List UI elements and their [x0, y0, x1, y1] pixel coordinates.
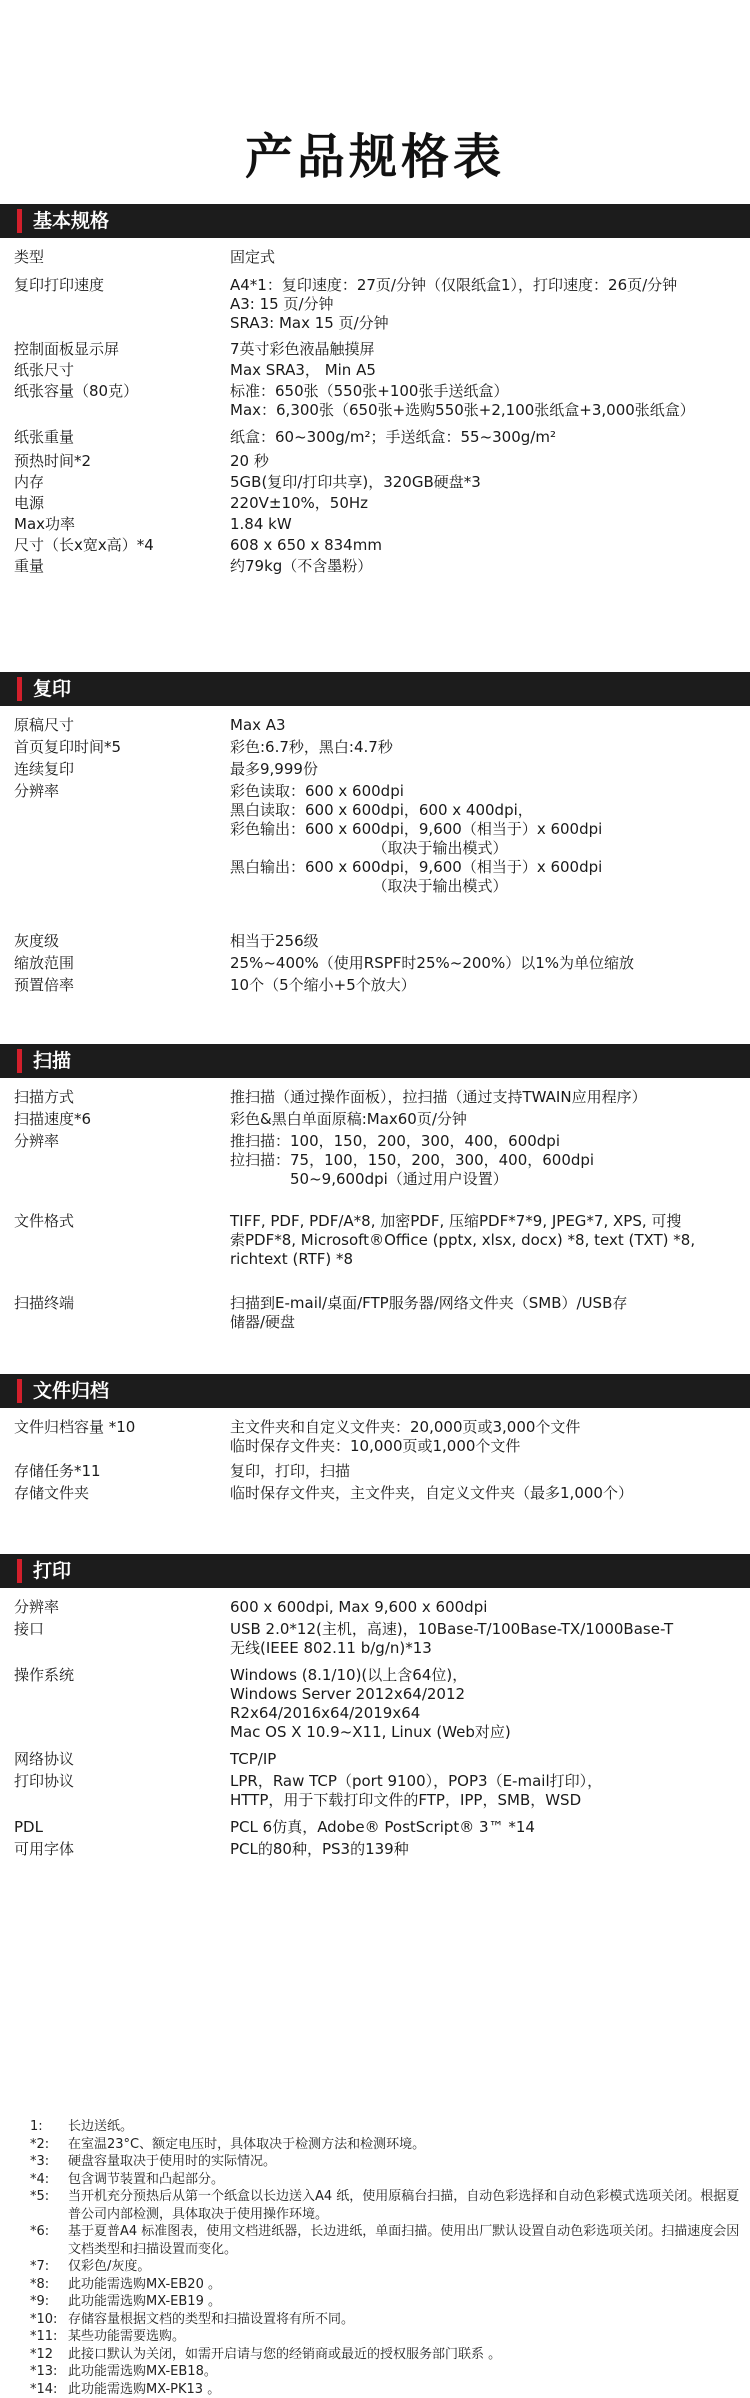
spec-value-line: Max A3: [230, 716, 740, 735]
spec-value: [230, 976, 740, 995]
footnote-text: 仅彩色/灰度。: [68, 2258, 740, 2276]
spec-value: [230, 276, 740, 333]
spec-label: 网络协议: [14, 1750, 224, 1769]
footnote-number: *13:: [30, 2363, 68, 2381]
footnote: [30, 2258, 740, 2276]
spec-label: 连续复印: [14, 760, 224, 779]
footnote-text: 包含调节装置和凸起部分。: [68, 2171, 740, 2189]
spec-label: 存储任务*11: [14, 1462, 224, 1481]
spec-value-line: 黑白读取：600 x 600dpi，600 x 400dpi，: [230, 801, 740, 820]
spec-value-line: 彩色:6.7秒，黑白:4.7秒: [230, 738, 740, 757]
spec-value: [230, 932, 740, 951]
spec-value: [230, 954, 740, 973]
spec-value-line: 无线(IEEE 802.11 b/g/n)*13: [230, 1639, 740, 1658]
spec-label: 可用字体: [14, 1840, 224, 1859]
section-accent-bar: [17, 1559, 22, 1583]
footnote-number: *6:: [30, 2223, 68, 2258]
footnote-number: *11:: [30, 2328, 68, 2346]
spec-label: 首页复印时间*5: [14, 738, 224, 757]
spec-value-line: TIFF, PDF, PDF/A*8, 加密PDF, 压缩PDF*7*9, JPEG*7, XPS, 可搜: [230, 1212, 740, 1231]
footnote-text: 当开机充分预热后从第一个纸盒以长边送入A4 纸，使用原稿台扫描，自动色彩选择和自动色彩模式选项关闭。根据夏普公司内部检测，具体取决于使用操作环境。: [68, 2188, 740, 2223]
footnote: [30, 2311, 740, 2329]
spec-value-line: PCL的80种，PS3的139种: [230, 1840, 740, 1859]
spec-label: 纸张容量（80克）: [14, 382, 224, 401]
spec-value-line: SRA3: Max 15 页/分钟: [230, 314, 740, 333]
spec-value-line: 相当于256级: [230, 932, 740, 951]
section-print: [0, 1554, 750, 1588]
spec-value: [230, 473, 740, 492]
footnote-number: *9:: [30, 2293, 68, 2311]
section-header: [0, 1044, 750, 1078]
spec-value-line: 黑白输出：600 x 600dpi，9,600（相当于）x 600dpi: [230, 858, 740, 877]
spec-label: 分辨率: [14, 782, 224, 801]
section-header: [0, 672, 750, 706]
section-accent-bar: [17, 209, 22, 233]
spec-value: [230, 1132, 740, 1189]
spec-value-line: 1.84 kW: [230, 515, 740, 534]
footnote-text: 长边送纸。: [68, 2118, 740, 2136]
spec-value: [230, 1484, 740, 1503]
spec-label: 纸张尺寸: [14, 361, 224, 380]
spec-label: 文件格式: [14, 1212, 224, 1231]
spec-label: 灰度级: [14, 932, 224, 951]
spec-value-line: PCL 6仿真，Adobe® PostScript® 3™ *14: [230, 1818, 740, 1837]
spec-value-line: A3: 15 页/分钟: [230, 295, 740, 314]
footnote-text: 存储容量根据文档的类型和扫描设置将有所不同。: [68, 2311, 740, 2329]
spec-value-line: 主文件夹和自定义文件夹：20,000页或3,000个文件: [230, 1418, 740, 1437]
spec-value: [230, 1666, 740, 1742]
spec-value: [230, 1462, 740, 1481]
spec-value-line: 索PDF*8, Microsoft®Office (pptx, xlsx, docx) *8, text (TXT) *8,: [230, 1231, 740, 1250]
spec-value-line: 最多9,999份: [230, 760, 740, 779]
spec-value: [230, 1772, 740, 1810]
spec-value-line: R2x64/2016x64/2019x64: [230, 1704, 740, 1723]
spec-value-line: 5GB(复印/打印共享)，320GB硬盘*3: [230, 473, 740, 492]
spec-value: [230, 361, 740, 380]
spec-value-line: 拉扫描：75，100，150，200，300，400，600dpi: [230, 1151, 740, 1170]
footnote-number: *5:: [30, 2188, 68, 2223]
footnote-number: 1:: [30, 2118, 68, 2136]
spec-label: 尺寸（长x宽x高）*4: [14, 536, 224, 555]
spec-value: [230, 1212, 740, 1269]
spec-value: [230, 1598, 740, 1617]
page-title: 产品规格表: [0, 118, 750, 187]
footnote-number: *7:: [30, 2258, 68, 2276]
spec-value: [230, 760, 740, 779]
footnote-text: 此接口默认为关闭，如需开启请与您的经销商或最近的授权服务部门联系 。: [68, 2346, 740, 2364]
spec-value: [230, 1418, 740, 1456]
spec-value: [230, 248, 740, 267]
section-basic: [0, 204, 750, 238]
spec-value-line: （取决于输出模式）: [230, 839, 740, 858]
section-copy: [0, 672, 750, 706]
section-header: [0, 204, 750, 238]
footnote: [30, 2153, 740, 2171]
spec-label: 预置倍率: [14, 976, 224, 995]
spec-value: [230, 782, 740, 896]
spec-label: 复印打印速度: [14, 276, 224, 295]
spec-label: 纸张重量: [14, 428, 224, 447]
footnote: [30, 2328, 740, 2346]
spec-label: 缩放范围: [14, 954, 224, 973]
section-filing: [0, 1374, 750, 1408]
spec-label: 扫描终端: [14, 1294, 224, 1313]
section-scan: [0, 1044, 750, 1078]
spec-label: 类型: [14, 248, 224, 267]
spec-value-line: 固定式: [230, 248, 740, 267]
footnote: [30, 2188, 740, 2223]
spec-value-line: 临时保存文件夹：10,000页或1,000个文件: [230, 1437, 740, 1456]
spec-value: [230, 340, 740, 359]
footnote: [30, 2118, 740, 2136]
spec-label: 存储文件夹: [14, 1484, 224, 1503]
spec-value-line: LPR，Raw TCP（port 9100），POP3（E-mail打印），: [230, 1772, 740, 1791]
spec-value-line: Mac OS X 10.9~X11, Linux (Web对应): [230, 1723, 740, 1742]
spec-value-line: HTTP，用于下载打印文件的FTP，IPP，SMB，WSD: [230, 1791, 740, 1810]
spec-label: Max功率: [14, 515, 224, 534]
footnote-number: *8:: [30, 2276, 68, 2294]
spec-value: [230, 557, 740, 576]
section-title: 扫描: [33, 1049, 71, 1073]
section-header: [0, 1374, 750, 1408]
spec-value-line: 彩色读取：600 x 600dpi: [230, 782, 740, 801]
spec-label: 扫描速度*6: [14, 1110, 224, 1129]
footnote-text: 基于夏普A4 标准图表，使用文档进纸器，长边进纸，单面扫描。使用出厂默认设置自动色彩选项关闭。扫描速度会因文档类型和扫描设置而变化。: [68, 2223, 740, 2258]
spec-value-line: 7英寸彩色液晶触摸屏: [230, 340, 740, 359]
spec-value-line: A4*1：复印速度：27页/分钟（仅限纸盒1），打印速度：26页/分钟: [230, 276, 740, 295]
spec-value: [230, 1294, 740, 1332]
spec-value-line: TCP/IP: [230, 1750, 740, 1769]
section-accent-bar: [17, 1379, 22, 1403]
spec-value: [230, 1088, 740, 1107]
footnote-number: *4:: [30, 2171, 68, 2189]
spec-value-line: USB 2.0*12(主机，高速)，10Base-T/100Base-TX/1000Base-T: [230, 1620, 740, 1639]
spec-value-line: 推扫描：100，150，200，300，400，600dpi: [230, 1132, 740, 1151]
spec-value-line: Windows Server 2012x64/2012: [230, 1685, 740, 1704]
spec-label: 打印协议: [14, 1772, 224, 1791]
section-title: 复印: [33, 677, 71, 701]
footnote: [30, 2171, 740, 2189]
spec-label: 内存: [14, 473, 224, 492]
footnote: [30, 2293, 740, 2311]
spec-label: 电源: [14, 494, 224, 513]
section-accent-bar: [17, 677, 22, 701]
spec-label: 接口: [14, 1620, 224, 1639]
footnote-number: *14:: [30, 2381, 68, 2398]
spec-value: [230, 452, 740, 471]
footnote-number: *10:: [30, 2311, 68, 2329]
spec-label: 原稿尺寸: [14, 716, 224, 735]
spec-value: [230, 1818, 740, 1837]
spec-label: 分辨率: [14, 1132, 224, 1151]
section-title: 基本规格: [33, 209, 109, 233]
section-header: [0, 1554, 750, 1588]
spec-value: [230, 382, 740, 420]
spec-label: 重量: [14, 557, 224, 576]
section-accent-bar: [17, 1049, 22, 1073]
spec-label: PDL: [14, 1818, 224, 1837]
spec-value-line: 10个（5个缩小+5个放大）: [230, 976, 740, 995]
spec-value-line: 50~9,600dpi（通过用户设置）: [230, 1170, 740, 1189]
spec-value-line: richtext (RTF) *8: [230, 1250, 740, 1269]
spec-value-line: 推扫描（通过操作面板），拉扫描（通过支持TWAIN应用程序）: [230, 1088, 740, 1107]
footnote-text: 硬盘容量取决于使用时的实际情况。: [68, 2153, 740, 2171]
footnote: [30, 2381, 740, 2398]
spec-value: [230, 494, 740, 513]
footnote: [30, 2276, 740, 2294]
spec-label: 扫描方式: [14, 1088, 224, 1107]
spec-value-line: （取决于输出模式）: [230, 877, 740, 896]
spec-value-line: 彩色输出：600 x 600dpi，9,600（相当于）x 600dpi: [230, 820, 740, 839]
spec-value: [230, 1750, 740, 1769]
spec-label: 操作系统: [14, 1666, 224, 1685]
footnote-text: 此功能需选购MX-EB19 。: [68, 2293, 740, 2311]
footnote: [30, 2223, 740, 2258]
spec-value-line: 标准：650张（550张+100张手送纸盒）: [230, 382, 740, 401]
spec-value-line: 扫描到E-mail/桌面/FTP服务器/网络文件夹（SMB）/USB存: [230, 1294, 740, 1313]
spec-value-line: Windows (8.1/10)(以上含64位)，: [230, 1666, 740, 1685]
spec-value-line: 纸盒：60~300g/m²；手送纸盒：55~300g/m²: [230, 428, 740, 447]
footnote: [30, 2136, 740, 2154]
spec-value: [230, 428, 740, 447]
footnote-number: *3:: [30, 2153, 68, 2171]
section-title: 文件归档: [33, 1379, 109, 1403]
footnote-number: *2:: [30, 2136, 68, 2154]
spec-value-line: 彩色&黑白单面原稿:Max60页/分钟: [230, 1110, 740, 1129]
footnote-text: 在室温23°C、额定电压时，具体取决于检测方法和检测环境。: [68, 2136, 740, 2154]
spec-label: 控制面板显示屏: [14, 340, 224, 359]
spec-label: 预热时间*2: [14, 452, 224, 471]
spec-value-line: Max SRA3， Min A5: [230, 361, 740, 380]
footnote-number: *12: [30, 2346, 68, 2364]
footnote: [30, 2346, 740, 2364]
spec-value: [230, 716, 740, 735]
spec-value-line: 储器/硬盘: [230, 1313, 740, 1332]
spec-value: [230, 515, 740, 534]
spec-value-line: 临时保存文件夹，主文件夹，自定义文件夹（最多1,000个）: [230, 1484, 740, 1503]
spec-label: 分辨率: [14, 1598, 224, 1617]
spec-value-line: 600 x 600dpi, Max 9,600 x 600dpi: [230, 1598, 740, 1617]
footnote-text: 此功能需选购MX-PK13 。: [68, 2381, 740, 2398]
spec-label: 文件归档容量 *10: [14, 1418, 224, 1437]
spec-value-line: 复印，打印，扫描: [230, 1462, 740, 1481]
footnote-text: 某些功能需要选购。: [68, 2328, 740, 2346]
spec-value-line: 608 x 650 x 834mm: [230, 536, 740, 555]
footnote-text: 此功能需选购MX-EB18。: [68, 2363, 740, 2381]
spec-value: [230, 536, 740, 555]
spec-value: [230, 1840, 740, 1859]
spec-value-line: Max：6,300张（650张+选购550张+2,100张纸盒+3,000张纸盒）: [230, 401, 740, 420]
footnote-text: 此功能需选购MX-EB20 。: [68, 2276, 740, 2294]
spec-value: [230, 738, 740, 757]
footnotes: [30, 2118, 740, 2398]
section-title: 打印: [33, 1559, 71, 1583]
spec-value-line: 约79kg（不含墨粉）: [230, 557, 740, 576]
spec-value: [230, 1110, 740, 1129]
spec-value: [230, 1620, 740, 1658]
spec-value-line: 220V±10%，50Hz: [230, 494, 740, 513]
spec-value-line: 20 秒: [230, 452, 740, 471]
spec-value-line: 25%~400%（使用RSPF时25%~200%）以1%为单位缩放: [230, 954, 740, 973]
